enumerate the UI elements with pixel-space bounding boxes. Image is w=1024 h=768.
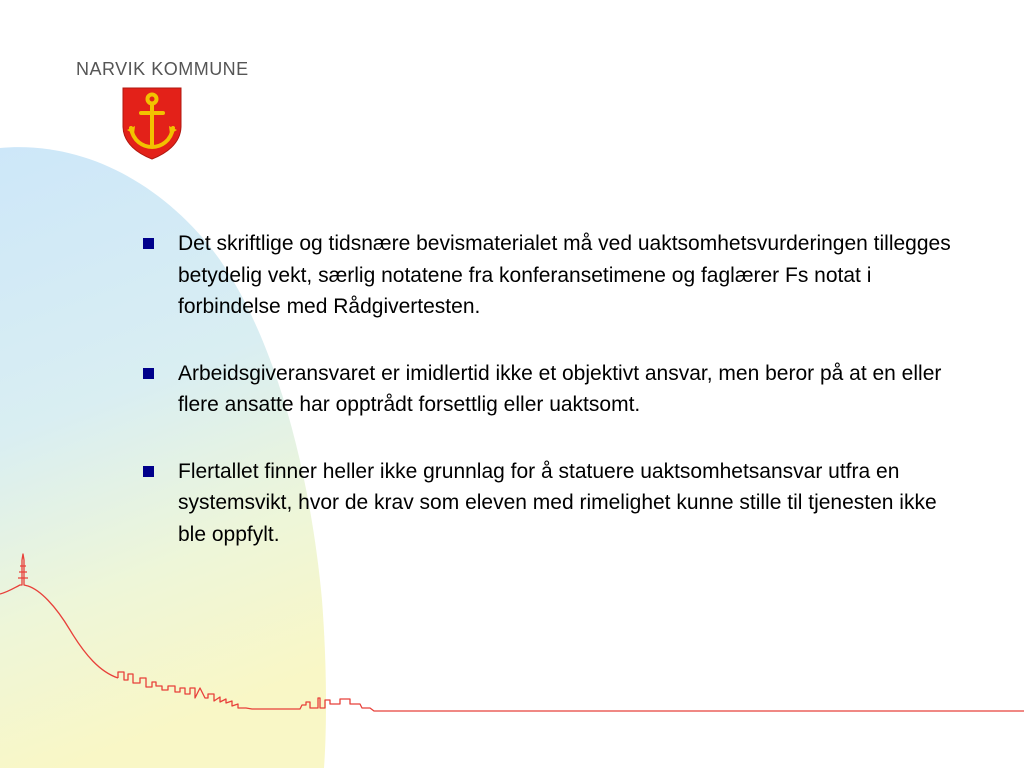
- bullet-square-icon: [143, 238, 154, 249]
- bullet-list: [140, 228, 970, 585]
- anchor-icon: [119, 86, 185, 160]
- bullet-text: Flertallet finner heller ikke grunnlag for å statuere uaktsomhetsansvar utfra en systemsvikt, hvor de krav som eleven med rimelighet kunne stille til tjenesten ikke ble oppfylt.: [178, 459, 937, 546]
- city-skyline-drawing: [0, 540, 1024, 720]
- bullet-item: [140, 228, 970, 323]
- organization-name: NARVIK KOMMUNE: [76, 59, 249, 79]
- bullet-item: [140, 358, 970, 421]
- bullet-item: [140, 456, 970, 551]
- bullet-square-icon: [143, 466, 154, 477]
- bullet-text: Det skriftlige og tidsnære bevismaterialet må ved uaktsomhetsvurderingen tillegges betydelig vekt, særlig notatene fra konferansetimene og faglærer Fs notat i forbindelse med Rådgivertesten.: [178, 232, 951, 318]
- bullet-text: Arbeidsgiveransvaret er imidlertid ikke et objektivt ansvar, men beror på at en eller flere ansatte har opptrådt forsettlig eller uaktsomt.: [178, 361, 942, 416]
- bullet-square-icon: [143, 368, 154, 379]
